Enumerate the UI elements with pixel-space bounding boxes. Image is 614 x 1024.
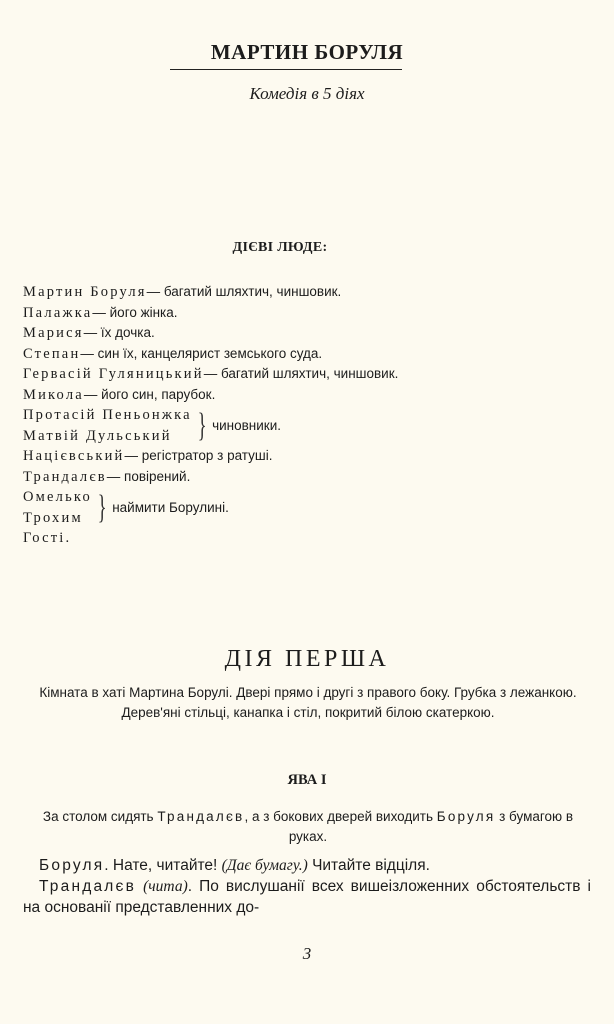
dialog [23,855,591,918]
character-name: Боруля [436,809,496,824]
cast-name: Марися [23,325,84,341]
scene-title: ЯВА І [287,772,327,788]
character-name: Трандалєв [157,809,245,824]
stage-remark: (чита) [143,878,188,895]
play-title: МАРТИН БОРУЛЯ [210,40,404,64]
cast-name: Матвій Дульський [23,427,172,444]
cast-item [23,323,583,344]
cast-desc: — регістратор з ратуші. [124,448,273,463]
cast-desc: — багатий шляхтич, чиншовик. [203,366,399,381]
act-title: ДІЯ ПЕРША [224,646,390,672]
cast-desc: — його жінка. [92,304,178,320]
cast-item [23,303,583,324]
right-brace-icon: } [97,488,107,526]
play-subtitle: Комедія в 5 діях [249,84,365,103]
dialog-line: Трандалєв (чита). По вислушанії всех вишеізложенних обстоятельств і на основанії представленних до- [23,878,591,916]
cast-item [23,385,583,406]
cast-desc: — його син, парубок. [83,386,216,402]
cast-item [23,282,583,303]
cast-name: Микола [23,386,84,403]
title-underline [170,69,402,70]
cast-name: Омелько [23,489,92,505]
cast-heading: ДІЄВІ ЛЮДЕ: [232,240,328,255]
scene-stage-direction: За столом сидять Трандалєв, а з бокових дверей виходить Боруля з бумагою в руках. [42,809,574,844]
cast-name: Протасій Пеньонжка [23,407,192,423]
cast-group-desc: чиновники. [212,418,281,433]
cast-name: Націєвський [23,448,125,464]
cast-desc: — багатий шляхтич, чиншовик. [146,284,342,299]
speaker-name: Боруля [39,857,105,874]
cast-group-desc: наймити Борулині. [112,500,229,515]
cast-item [23,344,583,365]
cast-group-officials [23,405,583,446]
cast-desc: — їх дочка. [83,325,155,340]
stage-remark: (Дає бумагу.) [221,857,308,874]
cast-desc: — повірений. [106,468,191,484]
right-brace-icon: } [197,406,207,444]
cast-name: Трандалєв [23,468,107,485]
cast-item: Гості. [23,530,72,546]
cast-item [23,446,583,467]
speaker-name: Трандалєв [39,878,137,895]
cast-group-servants [23,487,583,528]
cast-name: Трохим [23,509,83,526]
cast-name: Палажка [23,304,93,321]
cast-item [23,364,583,385]
cast-name: Гервасій Гуляницький [23,366,204,382]
cast-item [23,467,583,488]
cast-name: Мартин Боруля [23,284,147,300]
page-number: 3 [302,944,312,963]
cast-desc: — син їх, канцелярист земського суда. [80,345,323,361]
cast-name: Степан [23,345,81,362]
dialog-line: Боруля. Нате, читайте! (Дає бумагу.) Читайте відціля. [39,857,430,874]
act-stage-direction: Кімната в хаті Мартина Борулі. Двері прямо і другі з правого боку. Грубка з лежанкою. Дерев'яні стільці, канапка і стіл, покритий білою скатеркою. [39,685,577,720]
cast-list [23,282,583,549]
